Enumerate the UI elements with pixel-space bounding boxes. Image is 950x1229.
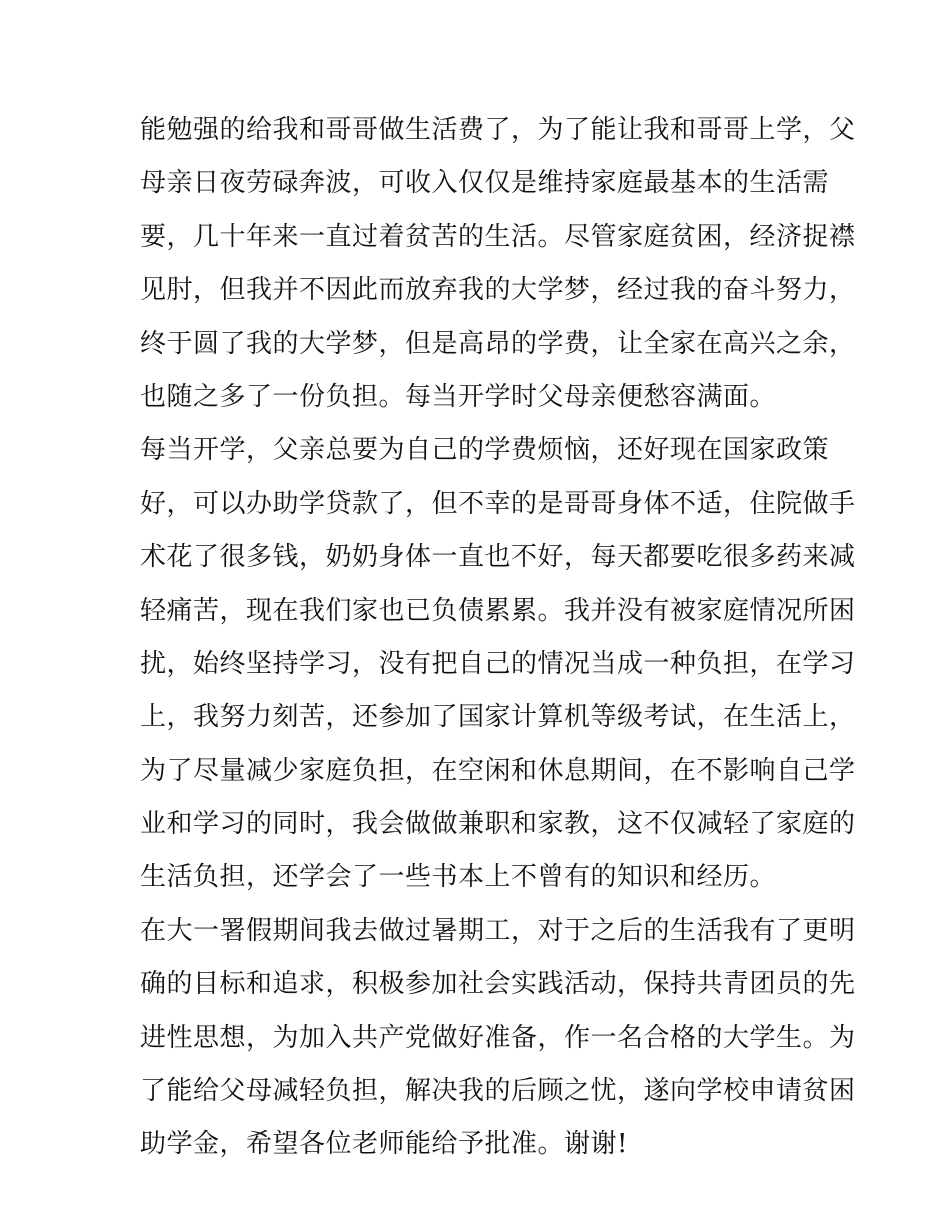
text-line: 了能给父母减轻负担，解决我的后顾之忧，遂向学校申请贫困	[140, 1076, 856, 1107]
text-line: 好，可以办助学贷款了，但不幸的是哥哥身体不适，住院做手	[140, 488, 856, 519]
text-line: 术花了很多钱，奶奶身体一直也不好，每天都要吃很多药来减	[140, 542, 856, 573]
text-line: 见肘，但我并不因此而放弃我的大学梦，经过我的奋斗努力，	[140, 275, 856, 306]
text-line: 轻痛苦，现在我们家也已负债累累。我并没有被家庭情况所困	[140, 595, 856, 626]
text-line: 上，我努力刻苦，还参加了国家计算机等级考试，在生活上，	[140, 702, 856, 733]
text-line: 终于圆了我的大学梦，但是高昂的学费，让全家在高兴之余，	[140, 328, 856, 359]
text-line: 母亲日夜劳碌奔波，可收入仅仅是维持家庭最基本的生活需	[140, 168, 830, 199]
text-line: 也随之多了一份负担。每当开学时父母亲便愁容满面。	[140, 381, 777, 412]
text-line: 为了尽量减少家庭负担，在空闲和休息期间，在不影响自己学	[140, 755, 856, 786]
text-line: 能勉强的给我和哥哥做生活费了，为了能让我和哥哥上学，父	[140, 115, 856, 145]
body-text	[140, 104, 856, 1172]
text-line: 在大一署假期间我去做过暑期工，对于之后的生活我有了更明	[140, 915, 856, 946]
text-line: 进性思想，为加入共产党做好准备，作一名合格的大学生。为	[140, 1022, 856, 1053]
text-line: 生活负担，还学会了一些书本上不曾有的知识和经历。	[140, 862, 777, 893]
text-line: 每当开学，父亲总要为自己的学费烦恼，还好现在国家政策	[140, 435, 830, 466]
text-line: 确的目标和追求，积极参加社会实践活动，保持共青团员的先	[140, 969, 856, 1000]
text-line: 业和学习的同时，我会做做兼职和家教，这不仅减轻了家庭的	[140, 809, 856, 840]
text-line: 扰，始终坚持学习，没有把自己的情况当成一种负担，在学习	[140, 648, 856, 679]
text-line: 要，几十年来一直过着贫苦的生活。尽管家庭贫困，经济捉襟	[140, 221, 856, 252]
text-line: 助学金，希望各位老师能给予批准。谢谢!	[140, 1129, 628, 1160]
